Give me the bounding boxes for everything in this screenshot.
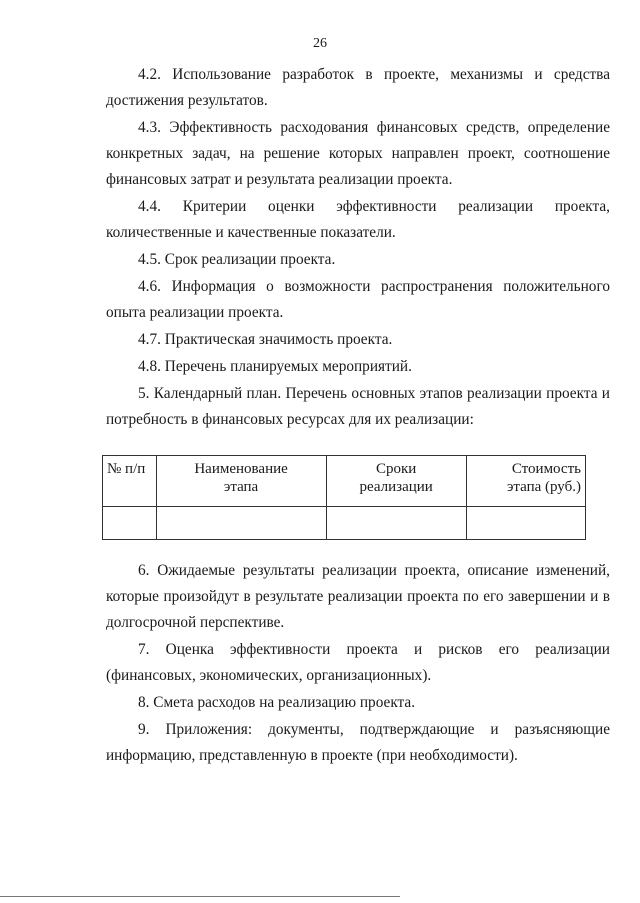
paragraph-4-6: 4.6. Информация о возможности распространения положительного опыта реализации проекта. xyxy=(106,278,610,321)
document-body xyxy=(106,62,610,770)
paragraph-4-2: 4.2. Использование разработок в проекте, механизмы и средства достижения результатов. xyxy=(106,66,610,109)
paragraph-5: 5. Календарный план. Перечень основных этапов реализации проекта и потребность в финансовых ресурсах для их реализации: xyxy=(106,385,610,428)
paragraph-9: 9. Приложения: документы, подтверждающие и разъясняющие информацию, представленную в проекте (при необходимости). xyxy=(106,721,610,764)
paragraph-7: 7. Оценка эффективности проекта и рисков его реализации (финансовых, экономических, организационных). xyxy=(106,641,610,684)
paragraph-4-4: 4.4. Критерии оценки эффективности реализации проекта, количественные и качественные показатели. xyxy=(106,198,610,241)
header-stage-name xyxy=(156,456,326,507)
paragraph-4-8: 4.8. Перечень планируемых мероприятий. xyxy=(138,358,412,375)
header-number xyxy=(103,456,157,507)
header-cost-line2: этапа (руб.) xyxy=(506,479,581,495)
paragraph-4-7: 4.7. Практическая значимость проекта. xyxy=(138,331,393,348)
header-terms xyxy=(326,456,466,507)
paragraph-6: 6. Ожидаемые результаты реализации проекта, описание изменений, которые произойдут в результате реализации проекта по его завершении и в долгосрочной перспективе. xyxy=(106,562,610,631)
header-stage-name-line2: этапа xyxy=(223,479,259,495)
header-number-text: № п/п xyxy=(107,461,146,477)
footer-divider xyxy=(0,896,400,897)
table-cell xyxy=(326,507,466,540)
table-cell xyxy=(103,507,157,540)
table-row xyxy=(103,507,586,540)
table-cell xyxy=(466,507,585,540)
calendar-plan-table xyxy=(102,455,586,540)
header-terms-line1: Сроки xyxy=(376,461,417,477)
paragraph-4-5: 4.5. Срок реализации проекта. xyxy=(138,251,336,268)
header-cost xyxy=(466,456,585,507)
paragraph-4-3: 4.3. Эффективность расходования финансовых средств, определение конкретных задач, на решение которых направлен проект, соотношение финансовых затрат и результата реализации проекта. xyxy=(106,119,610,188)
table-cell xyxy=(156,507,326,540)
header-terms-line2: реализации xyxy=(359,479,433,495)
header-cost-line1: Стоимость xyxy=(511,461,581,477)
page-number: 26 xyxy=(313,36,327,51)
paragraph-8: 8. Смета расходов на реализацию проекта. xyxy=(138,694,416,711)
table-header-row xyxy=(103,456,586,507)
header-stage-name-line1: Наименование xyxy=(194,461,288,477)
